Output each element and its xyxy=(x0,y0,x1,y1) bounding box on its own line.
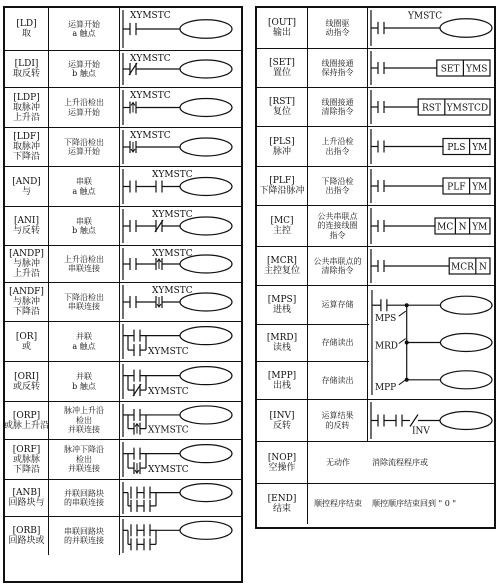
instruction-description-line: 下降沿检 xyxy=(321,176,354,186)
ladder-svg xyxy=(120,402,241,439)
output-coil xyxy=(180,367,232,385)
instruction-row xyxy=(257,399,494,441)
ladder-svg xyxy=(120,283,241,321)
instruction-description-line: 顺控程序结束 xyxy=(314,499,362,509)
instruction-row xyxy=(5,479,241,516)
instruction-description xyxy=(49,8,120,50)
device-label: XYMSTC xyxy=(148,425,189,436)
output-coil xyxy=(180,60,232,78)
instruction-code-line: 取 xyxy=(21,29,31,39)
output-coil xyxy=(440,334,492,352)
instruction-code xyxy=(5,207,49,245)
ladder-svg xyxy=(368,206,494,246)
instruction-row xyxy=(257,166,494,205)
instruction-code-line: 回路块与 xyxy=(8,498,45,508)
instruction-description-line: 运算开始 xyxy=(68,147,100,156)
instruction-code xyxy=(5,322,49,361)
ladder-svg xyxy=(120,480,241,516)
instruction-note-text: 消除流程程序或 xyxy=(372,457,428,467)
output-coil xyxy=(180,178,232,196)
output-coil xyxy=(440,19,492,37)
instruction-row xyxy=(5,361,241,401)
output-coil xyxy=(180,445,232,463)
ladder-diagram xyxy=(368,167,494,205)
instruction-code-line: [ORF] xyxy=(12,444,41,455)
instruction-description xyxy=(308,286,368,324)
inverse-slash xyxy=(410,415,418,427)
ladder-diagram xyxy=(368,49,494,87)
ladder-svg xyxy=(120,322,241,361)
instruction-code-line: 下降沿脉冲 xyxy=(259,186,305,196)
output-coil xyxy=(180,138,232,156)
instruction-row xyxy=(257,483,494,524)
instruction-description xyxy=(49,402,120,439)
instruction-description-line: 串联 xyxy=(76,216,92,226)
instruction-code-line: 下降沿 xyxy=(12,152,40,162)
stack-arrow xyxy=(399,380,406,385)
instruction-description-line: 存储读出 xyxy=(321,375,354,385)
instruction-code-line: [ANB] xyxy=(12,488,41,498)
instruction-note xyxy=(368,442,494,483)
junction-dot xyxy=(405,303,409,307)
instruction-description-line: a 触点 xyxy=(72,186,96,196)
instruction-description-line: b 触点 xyxy=(72,69,96,78)
ladder-svg xyxy=(368,400,494,441)
instruction-row xyxy=(5,87,241,127)
instruction-description-line: 并联 xyxy=(76,332,92,341)
instruction-description-line: 串联回路块 xyxy=(64,526,104,536)
ladder-diagram xyxy=(120,517,241,555)
ladder-diagram xyxy=(120,322,241,361)
ladder-svg xyxy=(120,128,241,166)
instruction-code-line: 进栈 xyxy=(272,305,291,315)
instruction-description-line: 上升沿检出 xyxy=(64,254,104,264)
instruction-code-line: 或 xyxy=(21,341,31,352)
instruction-description xyxy=(308,484,368,524)
instruction-description-line: 的串联连接 xyxy=(64,498,104,507)
device-label: XYMSTC xyxy=(130,131,171,141)
instruction-operand: YMSTCD xyxy=(446,103,489,114)
ladder-diagram xyxy=(120,88,241,127)
instruction-code-line: 出栈 xyxy=(272,380,291,391)
ladder-diagram xyxy=(120,167,241,206)
device-label: XYMSTC xyxy=(152,210,193,220)
instruction-code xyxy=(257,325,308,361)
instruction-description-line: a 触点 xyxy=(72,341,96,351)
instruction-description-line: 脉冲下降沿 xyxy=(64,445,104,455)
instruction-code-line: 取脉冲 xyxy=(12,102,40,113)
stack-svg xyxy=(369,286,494,399)
instruction-code-line: [INV] xyxy=(269,410,295,421)
output-coil xyxy=(180,484,232,502)
ladder-svg xyxy=(120,51,241,87)
instruction-code xyxy=(5,480,49,516)
instruction-operand: YM xyxy=(472,143,488,153)
instruction-description-line: 公共串联点 xyxy=(317,211,358,221)
ladder-svg xyxy=(368,88,494,126)
ladder-diagram xyxy=(368,400,494,441)
ladder-diagram xyxy=(368,247,494,285)
instruction-code-line: 或脉脉 xyxy=(12,454,40,465)
instruction-description xyxy=(308,167,368,205)
instruction-description-line: 运算存储 xyxy=(321,300,354,310)
stack-label: MPP xyxy=(374,382,397,393)
ladder-svg xyxy=(368,127,494,166)
device-label: XYMSTC xyxy=(152,286,193,296)
contact-fall-arrow xyxy=(131,142,135,152)
instruction-description-line: 线圈接通 xyxy=(321,58,354,68)
instruction-description-line: 线圈接通 xyxy=(321,97,354,107)
instruction-code-line: [PLF] xyxy=(269,176,295,186)
instruction-description xyxy=(308,8,368,48)
instruction-code xyxy=(5,440,49,479)
instruction-description-line: 清除指令 xyxy=(321,107,354,116)
ladder-svg xyxy=(120,167,241,206)
instruction-description-line: 动指令 xyxy=(325,28,350,37)
device-label: XYMSTC xyxy=(130,11,171,22)
instruction-operand: PLF xyxy=(447,182,466,193)
instruction-row xyxy=(257,48,494,87)
instruction-description-line: 运算开始 xyxy=(68,107,100,117)
ladder-svg xyxy=(120,440,241,479)
instruction-description-line: 存储读出 xyxy=(321,338,354,348)
ladder-svg xyxy=(120,207,241,245)
instruction-description-line: 并联回路块 xyxy=(64,488,104,498)
instruction-description-line: 串联连接 xyxy=(68,264,100,273)
instruction-description-line: 公共串联点的 xyxy=(313,256,362,266)
ladder-svg xyxy=(368,247,494,285)
ladder-diagram xyxy=(120,440,241,479)
output-coil xyxy=(180,20,232,38)
instruction-row xyxy=(257,205,494,246)
instruction-code-line: 读栈 xyxy=(272,343,291,353)
instruction-row xyxy=(5,321,241,361)
instruction-code-line: 或脉上升沿 xyxy=(4,420,50,431)
instruction-description xyxy=(308,206,368,246)
instruction-code-line: 主控复位 xyxy=(263,266,300,276)
instruction-code-line: [OR] xyxy=(15,331,38,342)
instruction-description-line: 线圈驱 xyxy=(325,18,350,28)
instruction-description-line: 出指令 xyxy=(325,186,350,195)
output-coil xyxy=(440,296,492,314)
instruction-code-line: 置位 xyxy=(272,68,291,78)
instruction-description-line: 并联 xyxy=(76,372,92,381)
instruction-row xyxy=(5,439,241,479)
ladder-diagram xyxy=(120,207,241,245)
instruction-description xyxy=(49,167,120,206)
instruction-code-line: [LD] xyxy=(16,19,37,29)
device-label: INV xyxy=(412,426,430,437)
output-coil xyxy=(180,521,232,539)
device-label: XYMSTC xyxy=(130,91,171,101)
instruction-row xyxy=(257,126,494,166)
instruction-description-line: 的反转 xyxy=(325,420,350,430)
ladder-svg xyxy=(120,517,241,555)
instruction-description-line: 上升沿检 xyxy=(321,137,354,146)
instruction-description-line: 上升沿检出 xyxy=(64,98,104,107)
instruction-description-line: 无动作 xyxy=(326,457,350,467)
device-label: XYMSTC xyxy=(152,170,193,180)
instruction-code-line: [ORI] xyxy=(14,371,39,382)
instruction-code-line: [AND] xyxy=(12,176,41,187)
instruction-row xyxy=(5,245,241,282)
output-coil xyxy=(180,406,232,424)
instruction-row xyxy=(5,282,241,321)
ladder-diagram xyxy=(120,8,241,50)
instruction-description-line: 下降沿检出 xyxy=(64,137,104,147)
instruction-code-line: [NOP] xyxy=(267,452,297,463)
device-label: XYMSTC xyxy=(130,54,171,64)
ladder-diagram xyxy=(120,283,241,321)
instruction-description xyxy=(49,362,120,401)
instruction-table-left xyxy=(3,6,243,583)
instruction-description xyxy=(49,480,120,516)
instruction-code xyxy=(257,286,308,324)
instruction-operand: SET xyxy=(440,64,460,75)
instruction-code-line: 取脉冲 xyxy=(12,142,40,152)
instruction-operand: N xyxy=(478,262,487,273)
instruction-operand: YM xyxy=(472,182,488,193)
contact-fall-arrow xyxy=(157,297,161,307)
instruction-description-line: b 触点 xyxy=(72,381,96,391)
ladder-diagram xyxy=(368,206,494,246)
instruction-code-line: [ANDP] xyxy=(9,249,44,259)
instruction-description-line: 并联连接 xyxy=(68,464,100,474)
device-label: XYMSTC xyxy=(148,347,189,358)
stack-ladder-diagram xyxy=(369,286,494,399)
ladder-svg xyxy=(368,167,494,205)
instruction-code-line: [MRD] xyxy=(266,333,298,343)
ladder-diagram xyxy=(120,362,241,401)
ladder-diagram xyxy=(368,8,494,48)
instruction-description-line: 下降沿检出 xyxy=(64,292,104,302)
instruction-description-line: 的连接线圈 xyxy=(317,221,358,231)
instruction-code-line: 回路块或 xyxy=(8,536,45,546)
instruction-code xyxy=(5,128,49,166)
instruction-description xyxy=(308,442,368,483)
instruction-description-line: 指令 xyxy=(329,230,346,240)
instruction-description-line: 运算开始 xyxy=(68,59,100,69)
instruction-code-line: [MC] xyxy=(270,216,294,226)
contact-fall-arrow xyxy=(135,463,139,473)
stack-arrow xyxy=(399,311,406,316)
instruction-code-line: [LDI] xyxy=(14,59,39,69)
ladder-diagram xyxy=(120,402,241,439)
instruction-operand: MCR xyxy=(451,262,474,273)
instruction-description-line: 出指令 xyxy=(325,146,350,156)
instruction-description xyxy=(49,51,120,87)
instruction-row xyxy=(257,87,494,126)
instruction-row xyxy=(5,50,241,87)
instruction-description-line: b 触点 xyxy=(72,226,96,235)
instruction-code xyxy=(257,167,308,205)
instruction-operand: YM xyxy=(472,222,488,233)
instruction-code xyxy=(257,49,308,87)
ladder-svg xyxy=(120,88,241,127)
instruction-code xyxy=(257,88,308,126)
ladder-diagram xyxy=(120,51,241,87)
instruction-description xyxy=(308,49,368,87)
instruction-code xyxy=(257,362,308,399)
instruction-operand: YMS xyxy=(466,64,488,75)
instruction-code-line: [MPS] xyxy=(267,295,297,305)
instruction-code xyxy=(5,8,49,50)
contact-rise-arrow xyxy=(157,259,161,269)
instruction-code xyxy=(5,246,49,282)
instruction-description xyxy=(49,207,120,245)
device-label: XYMSTC xyxy=(148,387,189,398)
instruction-code-line: 主控 xyxy=(272,226,291,236)
instruction-description xyxy=(49,440,120,479)
instruction-description-line: 串联 xyxy=(76,177,92,186)
instruction-code-line: 与 xyxy=(21,186,31,197)
instruction-description xyxy=(49,517,120,555)
instruction-description xyxy=(49,322,120,361)
stack-label: MPS xyxy=(374,314,397,325)
instruction-code xyxy=(257,400,308,441)
instruction-code-line: [ANDF] xyxy=(9,287,44,297)
instruction-code-line: 复位 xyxy=(272,107,291,117)
instruction-code-line: 与脉冲 xyxy=(12,297,40,307)
instruction-description-line: 运算开始 xyxy=(68,19,100,29)
instruction-code xyxy=(5,362,49,401)
instruction-description-line: 检出 xyxy=(76,454,92,464)
instruction-row xyxy=(5,401,241,439)
instruction-description-line: 检出 xyxy=(76,415,92,425)
instruction-code-line: 脉冲 xyxy=(272,146,291,157)
ladder-diagram xyxy=(120,480,241,516)
instruction-row xyxy=(5,127,241,166)
instruction-description xyxy=(308,247,368,285)
instruction-code xyxy=(5,167,49,206)
instruction-code-line: [PLS] xyxy=(269,136,295,147)
ladder-svg xyxy=(120,246,241,282)
instruction-code xyxy=(257,206,308,246)
instruction-code-line: 下降沿 xyxy=(12,464,40,475)
instruction-description xyxy=(308,400,368,441)
instruction-description xyxy=(308,88,368,126)
stack-arrow xyxy=(399,339,406,344)
instruction-description xyxy=(49,283,120,321)
instruction-description-line: 脉冲上升沿 xyxy=(64,406,104,416)
instruction-code-line: 输出 xyxy=(272,28,291,38)
instruction-code xyxy=(5,283,49,321)
instruction-description xyxy=(308,127,368,166)
instruction-note xyxy=(368,484,494,524)
instruction-code-line: 上升沿 xyxy=(12,112,40,123)
instruction-code-line: [END] xyxy=(267,494,297,504)
instruction-operand: MC xyxy=(437,222,454,233)
instruction-description xyxy=(308,362,368,399)
output-coil xyxy=(180,99,232,117)
device-label: XYMSTC xyxy=(152,249,193,259)
instruction-row xyxy=(257,246,494,285)
stack-label: MRD xyxy=(374,341,398,352)
device-label: YMSTC xyxy=(408,11,443,22)
instruction-code-line: 空操作 xyxy=(268,462,296,473)
instruction-code-line: 与脉冲 xyxy=(12,259,40,269)
instruction-code xyxy=(257,247,308,285)
ladder-svg xyxy=(120,8,241,50)
instruction-code-line: 下降沿 xyxy=(12,307,40,317)
instruction-description-line: 的并联连接 xyxy=(64,536,104,545)
instruction-code xyxy=(257,127,308,166)
instruction-code-line: [ORP] xyxy=(12,410,41,421)
ladder-diagram xyxy=(120,246,241,282)
instruction-description xyxy=(49,128,120,166)
instruction-row xyxy=(5,516,241,555)
instruction-code xyxy=(5,51,49,87)
instruction-row xyxy=(5,166,241,206)
instruction-code-line: 与反转 xyxy=(12,226,40,236)
instruction-row xyxy=(5,8,241,50)
instruction-description xyxy=(49,246,120,282)
instruction-code xyxy=(5,88,49,127)
instruction-description-line: 保持指令 xyxy=(321,68,354,77)
instruction-code xyxy=(257,442,308,483)
instruction-operand: N xyxy=(458,222,467,233)
instruction-operand: PLS xyxy=(447,143,466,153)
instruction-description-line: 串联连接 xyxy=(68,302,100,311)
instruction-description-line: 运算结果 xyxy=(321,411,354,420)
instruction-code xyxy=(5,517,49,555)
output-coil xyxy=(440,371,492,389)
instruction-code xyxy=(257,8,308,48)
instruction-code-line: [ORB] xyxy=(12,526,41,536)
instruction-code-line: [RST] xyxy=(269,97,295,107)
instruction-code-line: 反转 xyxy=(272,420,291,431)
instruction-description xyxy=(308,325,368,361)
instruction-description xyxy=(49,88,120,127)
instruction-code-line: [MPP] xyxy=(267,370,297,381)
ladder-diagram xyxy=(368,127,494,166)
instruction-row xyxy=(5,206,241,245)
device-label: XYMSTC xyxy=(148,465,189,476)
contact-rise-arrow xyxy=(135,424,139,434)
instruction-table-right xyxy=(255,6,496,529)
instruction-code-line: [SET] xyxy=(269,58,295,68)
instruction-description-line: a 触点 xyxy=(72,29,96,38)
instruction-operand: RST xyxy=(422,103,441,114)
instruction-code-line: 上升沿 xyxy=(12,269,40,279)
instruction-code-line: [ANI] xyxy=(14,216,39,226)
instruction-code xyxy=(5,402,49,439)
instruction-note-text: 顺控顺序结束回到 " 0 " xyxy=(372,499,457,509)
instruction-code xyxy=(257,484,308,524)
instruction-row xyxy=(257,8,494,48)
ladder-diagram xyxy=(368,88,494,126)
instruction-code-line: [LDF] xyxy=(13,132,40,142)
instruction-code-line: [LDP] xyxy=(13,92,40,103)
instruction-row xyxy=(257,441,494,483)
instruction-code-line: 取反转 xyxy=(12,69,40,79)
output-coil xyxy=(180,327,232,345)
instruction-code-line: 或反转 xyxy=(12,381,40,392)
instruction-description-line: 并联连接 xyxy=(68,425,100,435)
instruction-code-line: [OUT] xyxy=(268,18,296,28)
contact-rise-arrow xyxy=(131,103,135,113)
ladder-svg xyxy=(368,8,494,48)
ladder-svg xyxy=(120,362,241,401)
ladder-svg xyxy=(368,49,494,87)
junction-dot xyxy=(405,341,409,345)
instruction-code-line: 结束 xyxy=(272,504,291,514)
ladder-diagram xyxy=(120,128,241,166)
output-coil xyxy=(440,412,492,430)
instruction-code-line: [MCR] xyxy=(267,256,297,266)
instruction-description-line: 清除指令 xyxy=(321,266,354,275)
